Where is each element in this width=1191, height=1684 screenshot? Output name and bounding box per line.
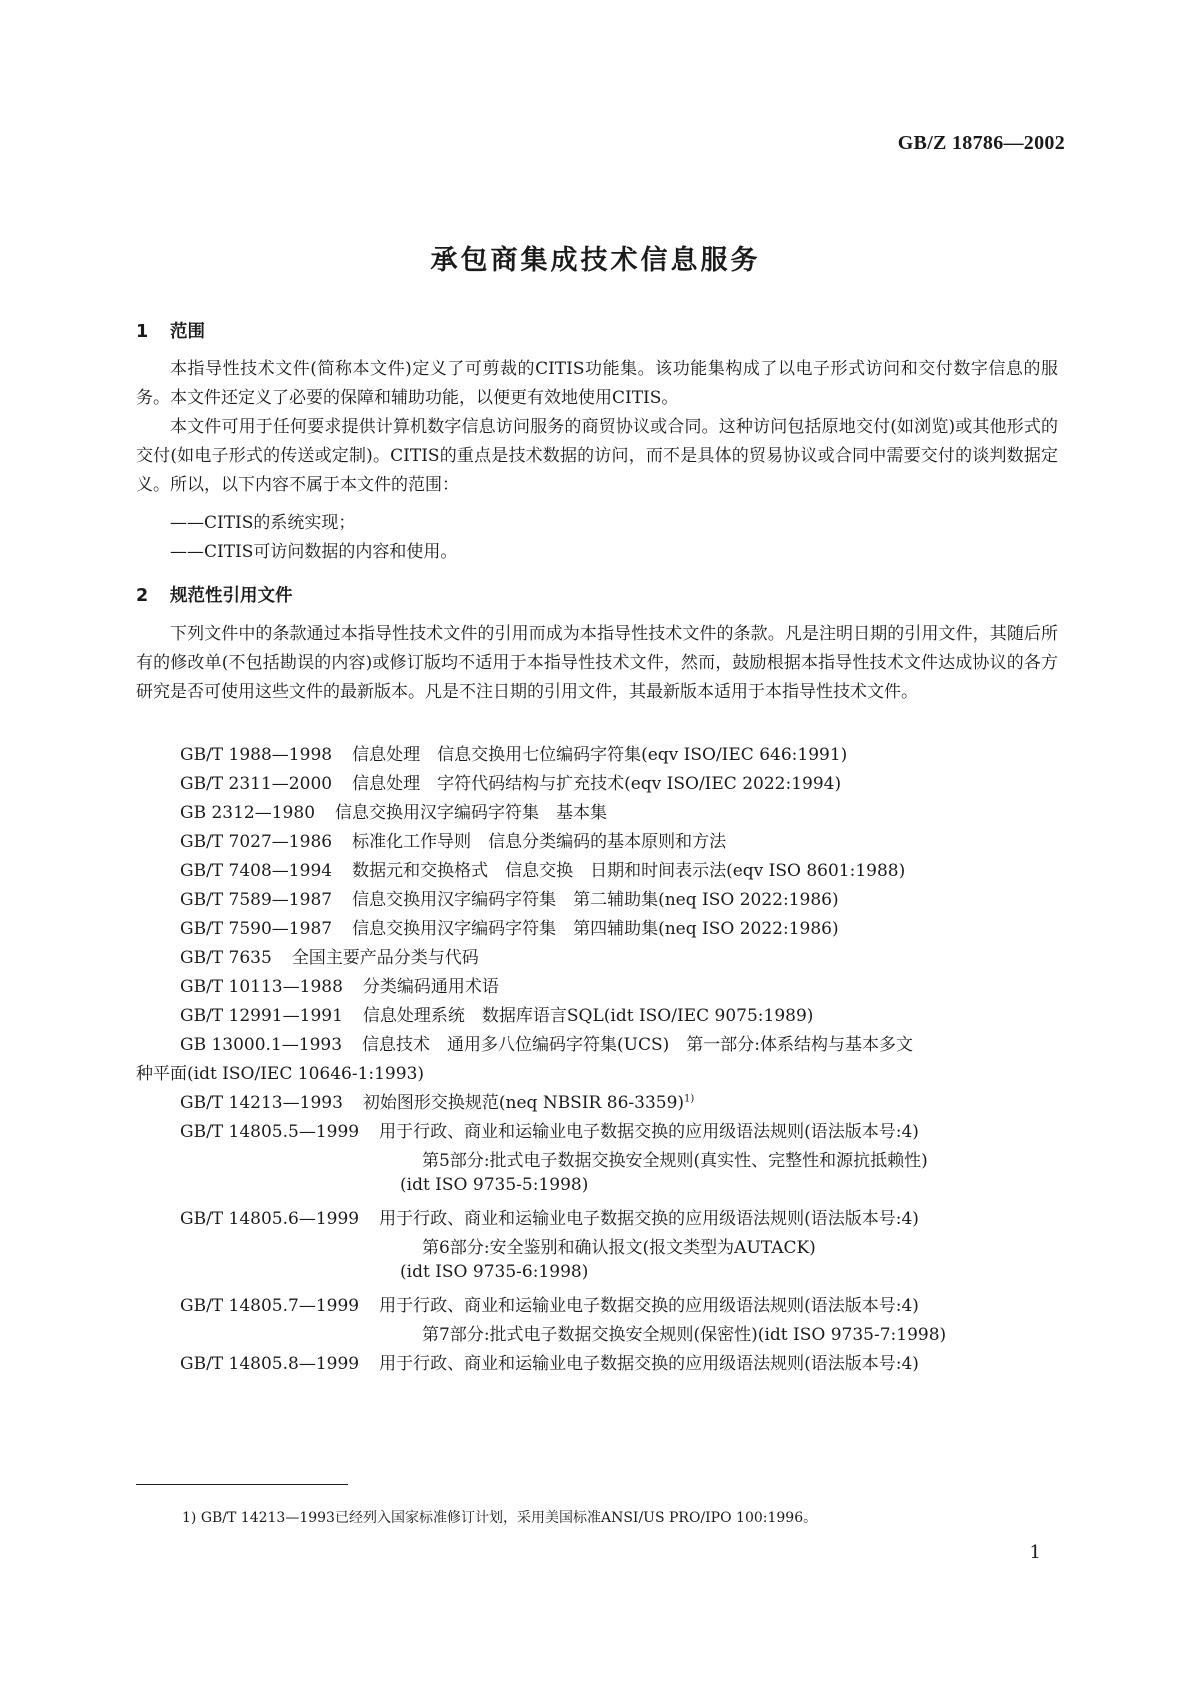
reference-entry	[180, 856, 905, 881]
section-number: 1	[136, 322, 149, 342]
reference-entry	[180, 1349, 919, 1374]
ref-title: 全国主要产品分类与代码	[291, 948, 479, 968]
section-number: 2	[136, 586, 149, 606]
dash-list-item: ——CITIS的系统实现；	[170, 513, 356, 533]
section-1-paragraph-1: 本指导性技术文件(简称本文件)定义了可剪裁的CITIS功能集。该功能集构成了以电子形式访问和交付数字信息的服务。本文件还定义了必要的保障和辅助功能，以便更有效地使用CITIS。	[136, 359, 1058, 408]
document-title: 承包商集成技术信息服务	[430, 245, 761, 276]
ref-title: 信息处理系统 数据库语言SQL(idt ISO/IEC 9075:1989)	[362, 1006, 814, 1026]
reference-entry	[180, 1001, 813, 1026]
ref-code: GB/T 12991—1991	[180, 1006, 343, 1026]
ref-title: 数据元和交换格式 信息交换 日期和时间表示法(eqv ISO 8601:1988)	[352, 861, 906, 881]
ref-title: 信息技术 通用多八位编码字符集(UCS) 第一部分:体系结构与基本多文	[362, 1035, 914, 1055]
reference-subline: 第6部分:安全鉴别和确认报文(报文类型为AUTACK)	[422, 1238, 816, 1258]
ref-code: GB/T 14805.6—1999	[180, 1209, 360, 1229]
ref-title: 用于行政、商业和运输业电子数据交换的应用级语法规则(语法版本号:4)	[379, 1296, 919, 1316]
standard-code: GB/Z 18786—2002	[897, 132, 1065, 154]
reference-entry	[180, 914, 839, 939]
footnote: 1) GB/T 14213—1993已经列入国家标准修订计划，采用美国标准ANSI/US PRO/IPO 100:1996。	[182, 1510, 818, 1526]
section-title: 规范性引用文件	[170, 586, 293, 606]
dash-list-item: ——CITIS可访问数据的内容和使用。	[170, 542, 458, 562]
reference-entry	[180, 1291, 919, 1316]
ref-title: 信息交换用汉字编码字符集 第二辅助集(neq ISO 2022:1986)	[352, 890, 839, 910]
section-title: 范围	[170, 322, 205, 342]
ref-title: 标准化工作导则 信息分类编码的基本原则和方法	[352, 832, 727, 852]
ref-code: GB/T 14805.5—1999	[180, 1122, 360, 1142]
reference-entry	[180, 1030, 913, 1055]
ref-code: GB 2312—1980	[180, 803, 316, 823]
page-number: 1	[1029, 1542, 1041, 1563]
reference-entry	[180, 1204, 919, 1229]
ref-code: GB/T 14805.8—1999	[180, 1354, 360, 1374]
ref-title: 信息交换用汉字编码字符集 基本集	[335, 803, 608, 823]
reference-subline: (idt ISO 9735-6:1998)	[400, 1262, 589, 1282]
ref-title: 分类编码通用术语	[362, 977, 499, 997]
ref-title: 信息处理 字符代码结构与扩充技术(eqv ISO/IEC 2022:1994)	[352, 774, 842, 794]
reference-entry	[180, 798, 607, 823]
reference-subline: (idt ISO 9735-5:1998)	[400, 1175, 589, 1195]
reference-entry	[180, 885, 839, 910]
ref-code: GB/T 14805.7—1999	[180, 1296, 360, 1316]
section-2-paragraph-1: 下列文件中的条款通过本指导性技术文件的引用而成为本指导性技术文件的条款。凡是注明日期的引用文件，其随后所有的修改单(不包括勘误的内容)或修订版均不适用于本指导性技术文件，然而，鼓励根据本指导性技术文件达成协议的各方研究是否可使用这些文件的最新版本。凡是不注日期的引用文件，其最新版本适用于本指导性技术文件。	[136, 624, 1058, 702]
ref-title: 信息交换用汉字编码字符集 第四辅助集(neq ISO 2022:1986)	[352, 919, 839, 939]
ref-code: GB/T 1988—1998	[180, 745, 333, 765]
section-2-heading	[136, 582, 293, 607]
ref-title: 用于行政、商业和运输业电子数据交换的应用级语法规则(语法版本号:4)	[379, 1209, 919, 1229]
ref-code: GB/T 7027—1986	[180, 832, 333, 852]
reference-entry	[180, 740, 847, 765]
ref-code: GB/T 14213—1993	[180, 1093, 343, 1113]
ref-title: 用于行政、商业和运输业电子数据交换的应用级语法规则(语法版本号:4)	[379, 1354, 919, 1374]
ref-code: GB/T 2311—2000	[180, 774, 333, 794]
footnote-divider	[136, 1484, 348, 1485]
reference-subline: 第7部分:批式电子数据交换安全规则(保密性)(idt ISO 9735-7:1998)	[422, 1325, 947, 1345]
ref-code: GB/T 7589—1987	[180, 890, 333, 910]
ref-code: GB 13000.1—1993	[180, 1035, 343, 1055]
reference-entry	[180, 943, 479, 968]
ref-code: GB/T 7635	[180, 948, 272, 968]
ref-code: GB/T 10113—1988	[180, 977, 343, 997]
ref-code: GB/T 7408—1994	[180, 861, 333, 881]
reference-entry	[180, 1117, 919, 1142]
reference-entry	[180, 769, 841, 794]
reference-entry	[180, 1088, 694, 1113]
ref-title: 信息处理 信息交换用七位编码字符集(eqv ISO/IEC 646:1991)	[352, 745, 848, 765]
ref-title: 用于行政、商业和运输业电子数据交换的应用级语法规则(语法版本号:4)	[379, 1122, 919, 1142]
reference-entry	[180, 972, 499, 997]
ref-code: GB/T 7590—1987	[180, 919, 333, 939]
section-1-heading	[136, 318, 205, 343]
footnote-marker: 1)	[684, 1093, 695, 1105]
reference-continuation: 种平面(idt ISO/IEC 10646-1:1993)	[136, 1064, 425, 1084]
reference-subline: 第5部分:批式电子数据交换安全规则(真实性、完整性和源抗抵赖性)	[422, 1151, 928, 1171]
ref-title: 初始图形交换规范(neq NBSIR 86-3359)	[362, 1093, 685, 1113]
reference-entry	[180, 827, 726, 852]
section-1-paragraph-2: 本文件可用于任何要求提供计算机数字信息访问服务的商贸协议或合同。这种访问包括原地交付(如浏览)或其他形式的交付(如电子形式的传送或定制)。CITIS的重点是技术数据的访问，而不是具体的贸易协议或合同中需要交付的谈判数据定义。所以，以下内容不属于本文件的范围：	[136, 417, 1058, 495]
